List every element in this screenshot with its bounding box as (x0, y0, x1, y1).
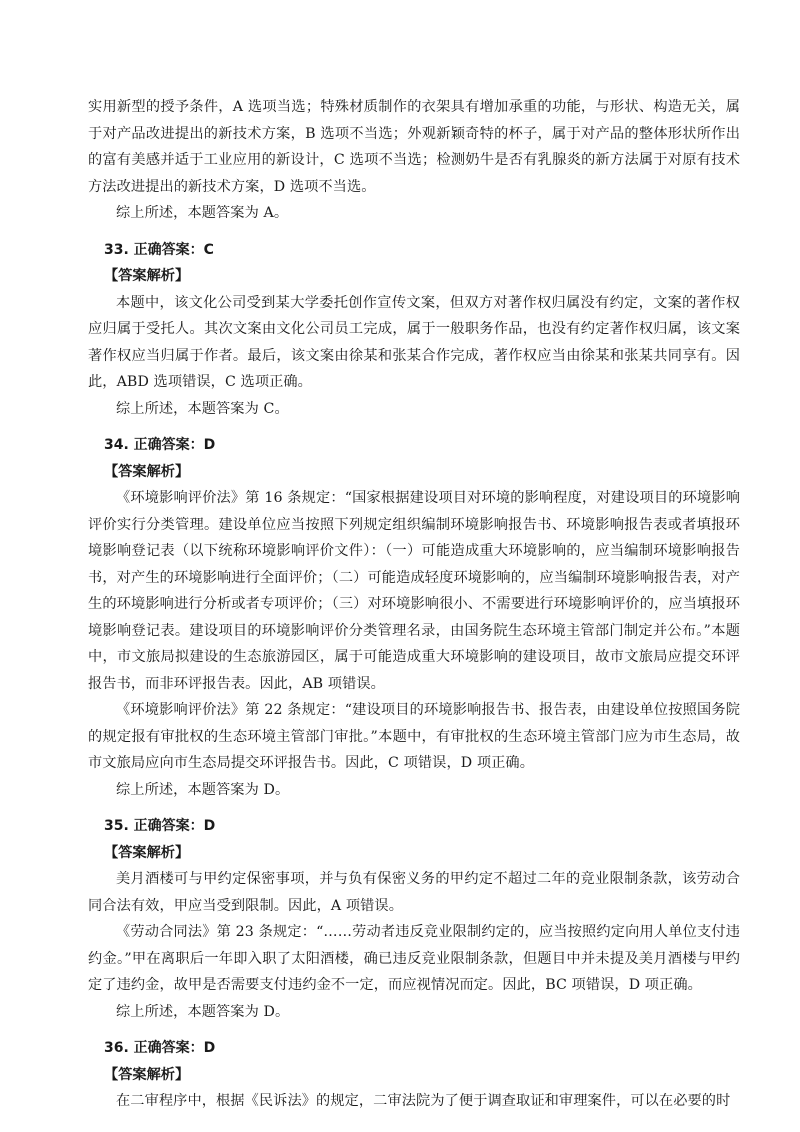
question-33-answer-heading: 33. 正确答案：C (104, 241, 214, 258)
paragraph: 《环境影响评价法》第 22 条规定：“建设项目的环境影响报告书、报告表，由建设单位按照国务院的规定报有审批权的生态环境主管部门审批。”本题中，有审批权的生态环境主管部门应为市生态局，故市文旅局应向市生态局提交环评报告书。因此，C 项错误，D 项正确。 (88, 702, 740, 771)
summary-line: 综上所述，本题答案为 C。 (116, 400, 289, 417)
paragraph: 在二审程序中，根据《民诉法》的规定，二审法院为了便于调查取证和审理案件，可以在必要的时 (116, 1093, 731, 1109)
paragraph: 本题中，该文化公司受到某大学委托创作宣传文案，但双方对著作权归属没有约定，文案的著作权应归属于受托人。其次文案由文化公司员工完成，属于一般职务作品，也没有约定著作权归属，该文案著作权应当归属于作者。最后，该文案由徐某和张某合作完成，著作权应当由徐某和张某共同享有。因此，ABD 选项错误，C 选项正确。 (88, 294, 740, 390)
paragraph: 《环境影响评价法》第 16 条规定：“国家根据建设项目对环境的影响程度，对建设项目的环境影响评价实行分类管理。建设单位应当按照下列规定组织编制环境影响报告书、环境影响报告表或者填报环境影响登记表（以下统称环境影响评价文件）：（一）可能造成重大环境影响的，应当编制环境影响报告书，对产生的环境影响进行全面评价；（二）可能造成轻度环境影响的，应当编制环境影响报告表，对产生的环境影响进行分析或者专项评价；（三）对环境影响很小、不需要进行环境影响评价的，应当填报环境影响登记表。建设项目的环境影响评价分类管理名录，由国务院生态环境主管部门制定并公布。”本题中，市文旅局拟建设的生态旅游园区，属于可能造成重大环境影响的建设项目，故市文旅局应提交环评报告书，而非环评报告表。因此，AB 项错误。 (88, 490, 740, 692)
paragraph: 实用新型的授予条件，A 选项当选；特殊材质制作的衣架具有增加承重的功能，与形状、构造无关，属于对产品改进提出的新技术方案，B 选项不当选；外观新颖奇特的杯子，属于对产品的整体形状所作出的富有美感并适于工业应用的新设计，C 选项不当选；检测奶牛是否有乳腺炎的新方法属于对原有技术方法改进提出的新技术方案，D 选项不当选。 (88, 99, 740, 195)
answer-analysis-label: 【答案解析】 (104, 268, 190, 284)
question-35-answer-heading: 35. 正确答案：D (104, 818, 216, 834)
question-36-answer-heading: 36. 正确答案：D (104, 1040, 216, 1056)
answer-analysis-label: 【答案解析】 (104, 1066, 190, 1083)
summary-line: 综上所述，本题答案为 D。 (116, 1003, 290, 1020)
summary-line: 综上所述，本题答案为 A。 (116, 205, 289, 221)
answer-analysis-label: 【答案解析】 (104, 463, 190, 480)
answer-analysis-label: 【答案解析】 (104, 844, 190, 861)
paragraph: 美月酒楼可与甲约定保密事项，并与负有保密义务的甲约定不超过二年的竞业限制条款，该劳动合同合法有效，甲应当受到限制。因此，A 项错误。 (88, 871, 740, 914)
question-34-answer-heading: 34. 正确答案：D (104, 437, 216, 453)
summary-line: 综上所述，本题答案为 D。 (116, 781, 290, 798)
paragraph: 《劳动合同法》第 23 条规定：“……劳动者违反竞业限制约定的，应当按照约定向用人单位支付违约金。”甲在离职后一年即入职了太阳酒楼，确已违反竞业限制条款，但题目中并未提及美月酒楼与甲约定了违约金，故甲是否需要支付违约金不一定，而应视情况而定。因此，BC 项错误，D 项正确。 (88, 924, 740, 993)
